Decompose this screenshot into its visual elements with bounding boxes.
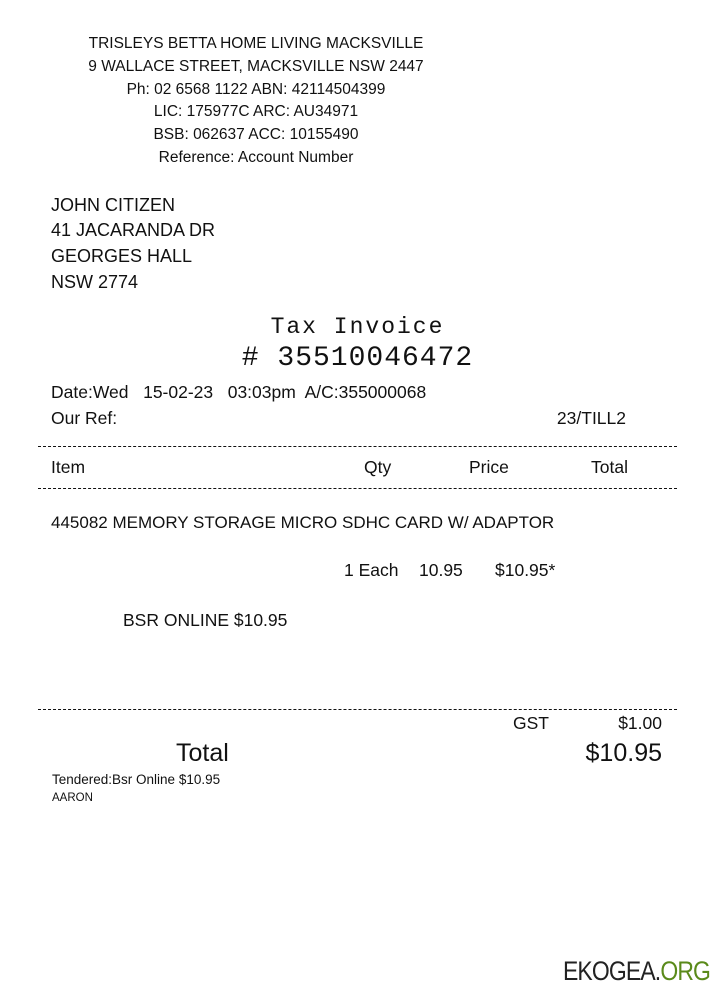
watermark-part1: EKOGEA. — [562, 956, 661, 986]
invoice-number: # 35510046472 — [241, 343, 474, 374]
store-phone-abn: Ph: 02 6568 1122 ABN: 42114504399 — [126, 81, 386, 98]
store-bsb-acc: BSB: 062637 ACC: 10155490 — [153, 126, 359, 143]
col-header-total: Total — [591, 457, 628, 477]
customer-street: 41 JACARANDA DR — [51, 220, 216, 240]
total-label: Total — [176, 739, 229, 767]
divider — [38, 709, 677, 710]
divider — [38, 446, 677, 447]
divider — [38, 488, 677, 489]
col-header-qty: Qty — [364, 457, 392, 477]
customer-state-postcode: NSW 2774 — [51, 272, 139, 292]
store-reference: Reference: Account Number — [158, 149, 354, 166]
line-item-description: 445082 MEMORY STORAGE MICRO SDHC CARD W/ ADAPTOR — [51, 513, 555, 532]
gst-value: $1.00 — [618, 713, 662, 733]
invoice-title: Tax Invoice — [270, 314, 445, 340]
tendered-line: Tendered:Bsr Online $10.95 — [52, 772, 221, 787]
store-address: 9 WALLACE STREET, MACKSVILLE NSW 2447 — [88, 58, 424, 75]
customer-name: JOHN CITIZEN — [51, 195, 175, 215]
total-value: $10.95 — [585, 739, 662, 767]
line-item-qty: 1 Each — [344, 560, 399, 580]
watermark-part2: ORG — [660, 956, 710, 986]
watermark-logo — [563, 958, 710, 985]
our-ref-label: Our Ref: — [51, 408, 118, 428]
till-id: 23/TILL2 — [556, 408, 626, 428]
store-name: TRISLEYS BETTA HOME LIVING MACKSVILLE — [88, 35, 424, 52]
customer-suburb: GEORGES HALL — [51, 246, 193, 266]
payment-note: BSR ONLINE $10.95 — [123, 610, 288, 630]
gst-label: GST — [513, 713, 549, 733]
invoice-date-line: Date:Wed 15-02-23 03:03pm A/C:355000068 — [51, 382, 427, 402]
col-header-item: Item — [51, 457, 86, 477]
col-header-price: Price — [469, 457, 509, 477]
store-lic-arc: LIC: 175977C ARC: AU34971 — [153, 103, 359, 120]
operator-name: AARON — [52, 792, 93, 804]
line-item-total: $10.95* — [495, 560, 556, 580]
line-item-price: 10.95 — [419, 560, 463, 580]
